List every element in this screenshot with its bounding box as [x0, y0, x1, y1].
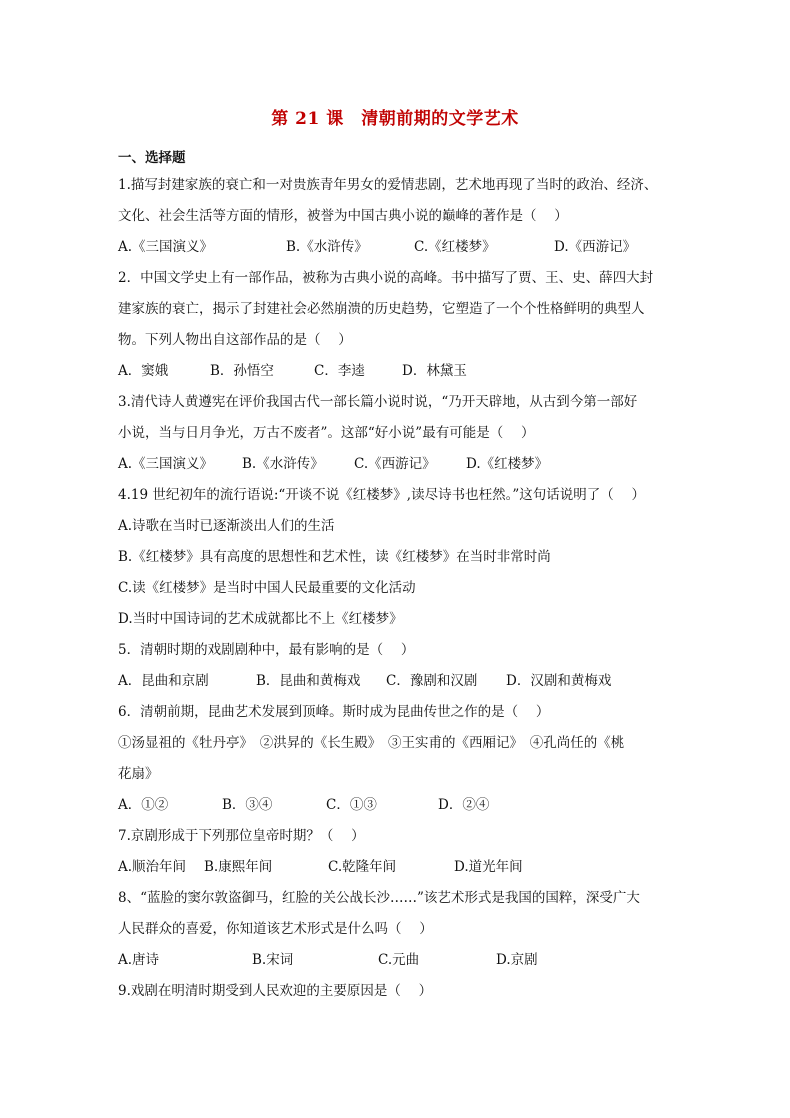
question-1-options	[118, 232, 678, 263]
question-6-line-3: 花扇》	[118, 766, 159, 782]
question-5-line-1: 5．清朝时期的戏剧剧种中，最有影响的是（ ）	[118, 642, 415, 658]
option-d: D．汉剧和黄梅戏	[506, 673, 612, 689]
option-a: A.《三国演义》	[118, 239, 214, 255]
question-2-options	[118, 356, 678, 387]
question-9-line-1: 9.戏剧在明清时期受到人民欢迎的主要原因是（ ）	[118, 983, 433, 999]
page-title: 第 21 课 清朝前期的文学艺术	[271, 109, 519, 129]
option-d: D.道光年间	[454, 859, 523, 875]
question-8-line-1: 8、“蓝脸的窦尔敦盗御马，红脸的关公战长沙……”该艺术形式是我国的国粹，深受广大	[118, 890, 640, 906]
option-a: A.唐诗	[118, 952, 160, 968]
question-2-line-2: 建家族的衰亡，揭示了封建社会必然崩溃的历史趋势，它塑造了一个个性格鲜明的典型人	[118, 301, 645, 317]
option-c: C.元曲	[378, 952, 420, 968]
question-6-options	[118, 790, 678, 821]
option-b: B.宋词	[252, 952, 294, 968]
option-a: A．窦娥	[118, 363, 169, 379]
option-d: D.京剧	[496, 952, 538, 968]
question-2-line-1: 2．中国文学史上有一部作品，被称为古典小说的高峰。书中描写了贾、王、史、薛四大封	[118, 270, 654, 286]
question-3-line-1: 3.清代诗人黄遵宪在评价我国古代一部长篇小说时说，“乃开天辟地，从古到今第一部好	[118, 394, 638, 410]
question-8-options	[118, 945, 678, 976]
question-4-option-a: A.诗歌在当时已逐渐淡出人们的生活	[118, 518, 335, 534]
question-2-line-3: 物。下列人物出自这部作品的是（ ）	[118, 332, 352, 348]
question-4-option-b: B.《红楼梦》具有高度的思想性和艺术性，读《红楼梦》在当时非常时尚	[118, 549, 551, 565]
option-a: A.《三国演义》	[118, 456, 214, 472]
question-7-line-1: 7.京剧形成于下列那位皇帝时期？（ ）	[118, 828, 365, 844]
option-b: B．昆曲和黄梅戏	[256, 673, 361, 689]
option-d: D.《红楼梦》	[466, 456, 549, 472]
question-list	[118, 170, 678, 1007]
option-a: A．昆曲和京剧	[118, 673, 209, 689]
option-b: B．孙悟空	[210, 363, 274, 379]
option-c: C．李逵	[314, 363, 365, 379]
option-a: A．①②	[118, 797, 169, 813]
option-c: C．豫剧和汉剧	[386, 673, 478, 689]
option-c: C．①③	[326, 797, 377, 813]
option-c: C.乾隆年间	[328, 859, 397, 875]
section-heading: 一、选择题	[118, 150, 186, 166]
option-c: C.《西游记》	[354, 456, 436, 472]
option-b: B.《水浒传》	[286, 239, 368, 255]
question-1-line-2: 文化、社会生活等方面的情形，被誉为中国古典小说的巅峰的著作是（ ）	[118, 208, 568, 224]
option-a: A.顺治年间	[118, 859, 187, 875]
question-3-line-2: 小说，当与日月争光，万古不废者”。这部“好小说”最有可能是（ ）	[118, 425, 535, 441]
question-4-option-d: D.当时中国诗词的艺术成就都比不上《红楼梦》	[118, 611, 403, 627]
option-d: D.《西游记》	[554, 239, 637, 255]
question-6-line-1: 6．清朝前期，昆曲艺术发展到顶峰。斯时成为昆曲传世之作的是（ ）	[118, 704, 550, 720]
question-5-options	[118, 666, 678, 697]
option-c: C.《红楼梦》	[414, 239, 496, 255]
question-4-line-1: 4.19 世纪初年的流行语说:“开谈不说《红楼梦》,读尽诗书也枉然。”这句话说明了（ ）	[118, 487, 646, 503]
option-b: B.《水浒传》	[242, 456, 324, 472]
question-7-options	[118, 852, 678, 883]
question-3-options	[118, 449, 678, 480]
question-4-option-c: C.读《红楼梦》是当时中国人民最重要的文化活动	[118, 580, 416, 596]
option-b: B．③④	[222, 797, 273, 813]
question-8-line-2: 人民群众的喜爱，你知道该艺术形式是什么吗（ ）	[118, 921, 433, 937]
question-6-line-2: ①汤显祖的《牡丹亭》 ②洪昇的《长生殿》 ③王实甫的《西厢记》 ④孔尚任的《桃	[118, 735, 625, 751]
option-d: D．林黛玉	[402, 363, 467, 379]
question-1-line-1: 1.描写封建家族的衰亡和一对贵族青年男女的爱情悲剧，艺术地再现了当时的政治、经济、	[118, 177, 658, 193]
option-b: B.康熙年间	[204, 859, 273, 875]
option-d: D．②④	[438, 797, 490, 813]
